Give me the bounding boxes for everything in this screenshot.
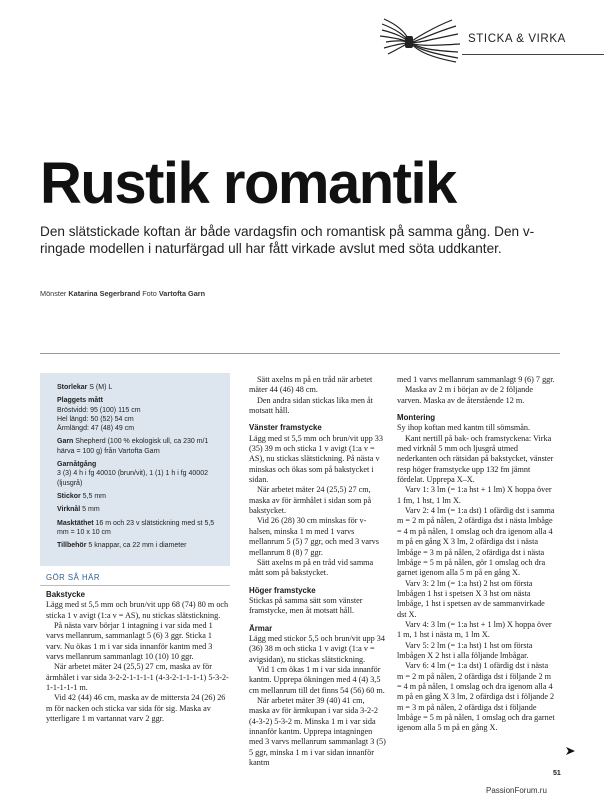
paragraph: När arbetet mäter 39 (40) 41 cm, maska av för ärmkupan i var sida 3-2-2 (4-3-2) 5-3-2 m. Minska 1 m i var sida innanför kantm. Upprepa intagningen med 3 varvs mellanrum sammanlagt 3 (5) 5 ggr, minska 1 m i var sidan innanför kantm (249, 695, 386, 768)
fact-item (57, 396, 222, 433)
fact-text: 3 (3) 4 h i fg 40010 (brun/vit), 1 (1) 1 h i fg 40002 (ljusgrå) (57, 470, 208, 487)
watermark: PassionForum.ru (486, 786, 547, 795)
section-heading: Ärmar (249, 623, 273, 633)
paragraph: Stickas på samma sätt som vänster framstycke, men åt motsatt håll. (249, 595, 363, 616)
section-heading: Montering (397, 413, 436, 423)
section-divider (40, 353, 560, 354)
paragraph: Vid 42 (44) 46 cm, maska av de mittersta 24 (26) 26 m för nacken och sticka var sida för sig. Maska av ytterligare 1 m vartannat varv 2 ggr. (46, 693, 226, 724)
paragraph: Sy ihop koftan med kantm till sömsmån. (397, 423, 531, 433)
yarn-skein-icon (378, 16, 462, 66)
paragraph: Sätt axelns m på en tråd vid samma mått som på bakstycket. (249, 557, 374, 578)
column-3 (397, 375, 555, 734)
fact-label: Garnåtgång (57, 461, 97, 469)
fact-label: Virknål (57, 506, 81, 514)
fact-text: Bröstvidd: 95 (100) 115 cm Hel längd: 50 (52) 54 cm Ärmlängd: 47 (48) 49 cm (57, 406, 141, 433)
article-title: Rustik romantik (40, 151, 456, 216)
facts-box (40, 373, 230, 566)
paragraph: När arbetet mäter 24 (25,5) 27 cm, maska av för ärmhålet i sidan som på bakstycket. (249, 485, 372, 516)
paragraph: Varv 4: 3 lm (= 1:a hst + 1 lm) X hoppa över 1 m, 1 hst i nästa m, 1 lm X. (397, 619, 552, 640)
fact-label: Plaggets mått (57, 397, 103, 405)
fact-item (57, 505, 222, 514)
spacer (249, 416, 387, 423)
pattern-label: Mönster (40, 289, 67, 298)
paragraph: Den andra sidan stickas lika men åt motsatt håll. (249, 395, 373, 416)
paragraph: Lägg med st 5,5 mm och brun/vit upp 33 (35) 39 m och sticka 1 v avigt (1:a v = AS), nu stickas slätstickning. På nästa v minskas och ökas som på bakstycket i sidan. (249, 433, 383, 485)
section-label: STICKA & VIRKA (468, 33, 566, 45)
spacer (397, 406, 555, 413)
fact-label: Stickor (57, 492, 81, 500)
fact-text: 5 mm (80, 506, 100, 514)
fact-item (57, 541, 222, 550)
spacer (249, 579, 387, 586)
fact-text: 5 knappar, ca 22 mm i diameter (86, 542, 187, 550)
fact-item (57, 519, 222, 538)
column-2 (249, 375, 387, 768)
spacer (249, 617, 387, 624)
section-heading: Höger framstycke (249, 585, 316, 595)
paragraph: Varv 6: 4 lm (= 1:a dst) 1 ofärdig dst i nästa m = 2 m på nålen, 2 ofärdiga dst i följande 2 m = 4 m på nålen, 1 omslag och dra igenom alla 4 m på en gång X 3 lm, 2 ofärdiga dst i följande 2 m = 3 m på nålen, 2 ofärdiga dst i följande lmbåge = 5 m på nålen, 1 omslag och dra garnet igenom alla 5 m på en gång X. (397, 661, 555, 733)
fact-text: S (M) L (87, 384, 113, 391)
paragraph: Vid 26 (28) 30 cm minskas för v-halsen, minska 1 m med 1 varvs mellanrum 5 (5) 7 ggr, och med 3 varvs mellanrum 8 (8) 7 ggr. (249, 516, 379, 557)
credits (40, 289, 205, 298)
fact-item (57, 383, 222, 392)
section-heading: Vänster framstycke (249, 423, 322, 433)
fact-label: Garn (57, 438, 74, 446)
fact-item (57, 437, 222, 456)
steps-heading: GÖR SÅ HÄR (46, 573, 100, 582)
fact-text: 16 m och 23 v slätstickning med st 5,5 mm = 10 x 10 cm (57, 519, 215, 536)
continue-arrow-icon (566, 747, 575, 755)
steps-divider (40, 585, 230, 586)
column-1 (46, 590, 230, 724)
paragraph: Kant nertill på bak- och framstyckena: Virka med virknål 5 mm och ljusgrå utmed nederkanten och rätsidan på bakstycket, vänster resp höger framstycke upp 132 fm jämnt fördelat. Upprepa X–X. (397, 433, 554, 485)
section-heading: Bakstycke (46, 590, 86, 599)
paragraph: På nästa varv börjar 1 intagning i var sida med 1 varvs mellanrum, sammanlagt 5 (6) 3 ggr. Sticka 1 varv. Nu ökas 1 m i var sida innanför kantm med 3 varvs mellanrum sammanlagt 10 (10) 10 ggr. (46, 621, 213, 662)
paragraph: Maska av 2 m i början av de 2 följande varven. Maska av de återstående 12 m. (397, 385, 534, 405)
paragraph: med 1 varvs mellanrum sammanlagt 9 (6) 7 ggr. (397, 375, 555, 384)
fact-item (57, 492, 222, 501)
fact-item (57, 460, 222, 488)
paragraph: Lägg med stickor 5,5 och brun/vit upp 34 (36) 38 m och sticka 1 v avigt (1:a v = avigsidan), nu stickas slätstickning. (249, 633, 385, 664)
paragraph: Vid 1 cm ökas 1 m i var sida innanför kantm. Upprepa ökningen med 4 (4) 3,5 cm mellanrum till det finns 54 (56) 60 m. (249, 664, 385, 695)
designer-name: Katarina Segerbrand (68, 289, 141, 298)
paragraph: När arbetet mäter 24 (25,5) 27 cm, maska av för ärmhålet i var sida 3-2-2-1-1-1-1 (4-3-2-1-1-1-1) 5-3-2-1-1-1-1-1 m. (46, 662, 229, 693)
paragraph: Varv 3: 2 lm (= 1:a hst) 2 hst om första lmbågen 1 hst i spetsen X 3 hst om nästa lmbåge, 1 hst i spetsen av de sammanvirkade dst X. (397, 578, 545, 619)
fact-text: Shepherd (100 % ekologisk ull, ca 230 m/1 härva = 100 g) från Vartofta Garn (57, 438, 209, 455)
paragraph: Varv 1: 3 lm (= 1:a hst + 1 lm) X hoppa över 1 fm, 1 hst, 1 lm X. (397, 485, 552, 505)
fact-label: Storlekar (57, 384, 88, 391)
fact-label: Tillbehör (57, 542, 87, 550)
fact-text: 5,5 mm (80, 492, 107, 500)
fact-label: Masktäthet (57, 519, 94, 527)
paragraph: Varv 2: 4 lm (= 1:a dst) 1 ofärdig dst i samma m = 2 m på nålen, 2 ofärdiga dst i nästa lmbåge = 4 m på nålen, 1 omslag och dra igenom alla 4 m på en gång X 3 lm, 2 ofärdiga dst i nästa lmbåge = 3 m på nålen, 2 ofärdiga dst i nästa lmbåge = 5 m på nålen, gör 1 omslag och dra garnet igenom alla 5 m på en gång X. (397, 506, 555, 578)
article-lead: Den slätstickade koftan är både vardagsfin och romantisk på samma gång. Den v-ringade modellen i naturfärgad ull har fått virkade avslut med söta uddkanter. (40, 224, 535, 256)
header-divider (462, 54, 604, 55)
paragraph: Sätt axelns m på en tråd när arbetet mäter 44 (46) 48 cm. (249, 375, 373, 395)
paragraph: Lägg med st 5,5 mm och brun/vit upp 68 (74) 80 m och sticka 1 v avigt (1:a v = AS), nu stickas slätstickning. (46, 600, 229, 620)
paragraph: Varv 5: 2 lm (= 1:a hst) 1 hst om första lmbågen X 2 hst i alla följande lmbågar. (397, 640, 533, 660)
photographer-name: Vartofta Garn (158, 289, 206, 298)
photo-label: Foto (142, 289, 157, 298)
page-number: 51 (553, 770, 561, 777)
